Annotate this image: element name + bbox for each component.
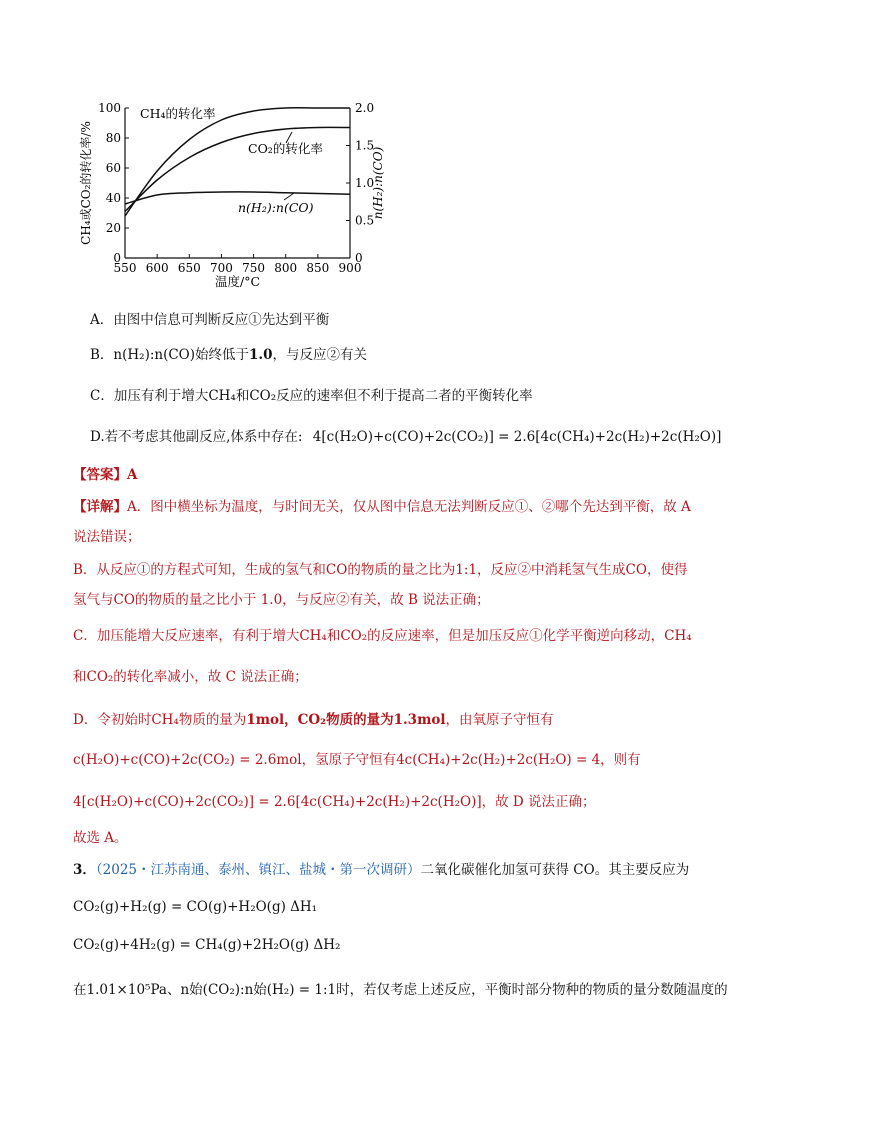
x-axis-title: 温度/°C [214,274,261,289]
y-left-tick-label: 0 [113,251,121,265]
x-tick-label: 650 [177,261,201,275]
question-3-source: （2025・江苏南通、泰州、镇江、盐城・第一次调研） [95,862,421,878]
question-3-number: 3． [73,862,96,878]
question-3 [73,860,867,880]
conversion-chart [70,96,385,296]
question-3-text: 二氧化碳催化加氢可获得 CO。其主要反应为 [420,862,690,878]
y-left-tick-label: 20 [105,221,121,235]
detail-d-eq2a: 4[c(H₂O)+c(CO)+2c(CO₂)] = 2.6[4c(CH₄)+2c(H₂)+2c(H₂O)] [73,794,482,810]
condition-text: 在1.01×10⁵Pa、n始(CO₂):n始(H₂) = 1:1时，若仅考虑上述反应，平衡时部分物种的物质的量分数随温度的 [73,982,728,998]
x-tick-label: 900 [338,261,362,275]
reaction-2: CO₂(g)+4H₂(g) = CH₄(g)+2H₂O(g) ΔH₂ [73,937,341,953]
x-tick-label: 800 [274,261,298,275]
answer: 【答案】A [73,467,138,483]
y-right-tick-label: 1.5 [355,138,375,153]
detail-c2: 和CO₂的转化率减小，故 C 说法正确； [73,669,308,685]
y-right-tick-label: 0.5 [355,213,375,228]
detail-a2: 说法错误； [73,529,141,545]
x-tick-label: 600 [145,261,169,275]
y-right-axis-title: n(H₂):n(CO) [371,146,385,220]
detail-c: C．加压能增大反应速率，有利于增大CH₄和CO₂的反应速率，但是加压反应①化学平衡逆向移动，CH₄ [73,628,692,644]
series-label: n(H₂):n(CO) [238,200,314,215]
detail-a-text: A．图中横坐标为温度，与时间无关，仅从图中信息无法判断反应①、②哪个先达到平衡，故 A [127,499,691,515]
detail-d-mol2: 1.3mol [393,712,446,728]
detail-d-text2: ，CO₂物质的量为 [284,712,394,728]
detail-d-eq2 [73,792,867,812]
detail-d-eq1: c(H₂O)+c(CO)+2c(CO₂) = 2.6mol，氢原子守恒有4c(CH₄)+2c(H₂)+2c(H₂O) = 4，则有 [73,752,641,768]
option-b-label: B． [90,347,114,363]
y-right-tick-label: 0 [355,251,363,265]
option-b-text: 始终低于 [195,347,250,363]
y-right-tick-label: 1.0 [355,176,375,190]
detail-a [73,497,867,517]
detail-d-eq2b: ，故 D 说法正确； [481,794,596,810]
detail-b2: 氢气与CO的物质的量之比小于 1.0，与反应②有关，故 B 说法正确； [73,592,490,608]
option-b-tail: ，与反应②有关 [272,347,368,363]
y-left-tick-label: 40 [105,191,121,205]
detail-d-mol1: 1mol [246,712,285,728]
x-tick-label: 550 [113,261,137,275]
x-tick-label: 700 [209,261,233,275]
reaction-1: CO₂(g)+H₂(g) = CO(g)+H₂O(g) ΔH₁ [73,899,318,915]
detail-label: 【详解】 [73,499,127,515]
x-tick-label: 750 [242,261,266,275]
x-tick-label: 850 [306,261,330,275]
detail-b: B．从反应①的方程式可知，生成的氢气和CO的物质的量之比为1:1，反应②中消耗氢气生成CO，使得 [73,562,688,578]
option-d-label: D.若不考虑其他副反应,体系中存在: [90,429,303,445]
series-leader [284,193,294,200]
option-b [90,345,884,365]
option-d-equation: 4[c(H₂O)+c(CO)+2c(CO₂)] = 2.6[4c(CH₄)+2c(H₂)+2c(H₂O)] [312,429,722,445]
option-b-value: 1.0 [249,347,273,363]
option-c: C．加压有利于增大CH₄和CO₂反应的速率但不利于提高二者的平衡转化率 [90,388,533,404]
detail-d-text1: D．令初始时CH₄物质的量为 [73,712,247,728]
y-right-tick-label: 2.0 [355,101,375,115]
choose-answer: 故选 A。 [73,830,128,846]
y-left-tick-label: 60 [105,161,121,175]
series-label: CO₂的转化率 [248,141,323,156]
option-b-ratio: n(H₂):n(CO) [113,347,196,363]
detail-d-text3: ，由氧原子守恒有 [445,712,554,728]
y-left-axis-title: CH₄或CO₂的转化率/% [79,121,93,245]
option-a: A．由图中信息可判断反应①先达到平衡 [90,312,330,328]
series-label: CH₄的转化率 [140,106,216,121]
y-left-tick-label: 80 [105,131,121,145]
y-left-tick-label: 100 [98,101,121,115]
detail-d [73,710,867,730]
option-d [90,427,884,447]
